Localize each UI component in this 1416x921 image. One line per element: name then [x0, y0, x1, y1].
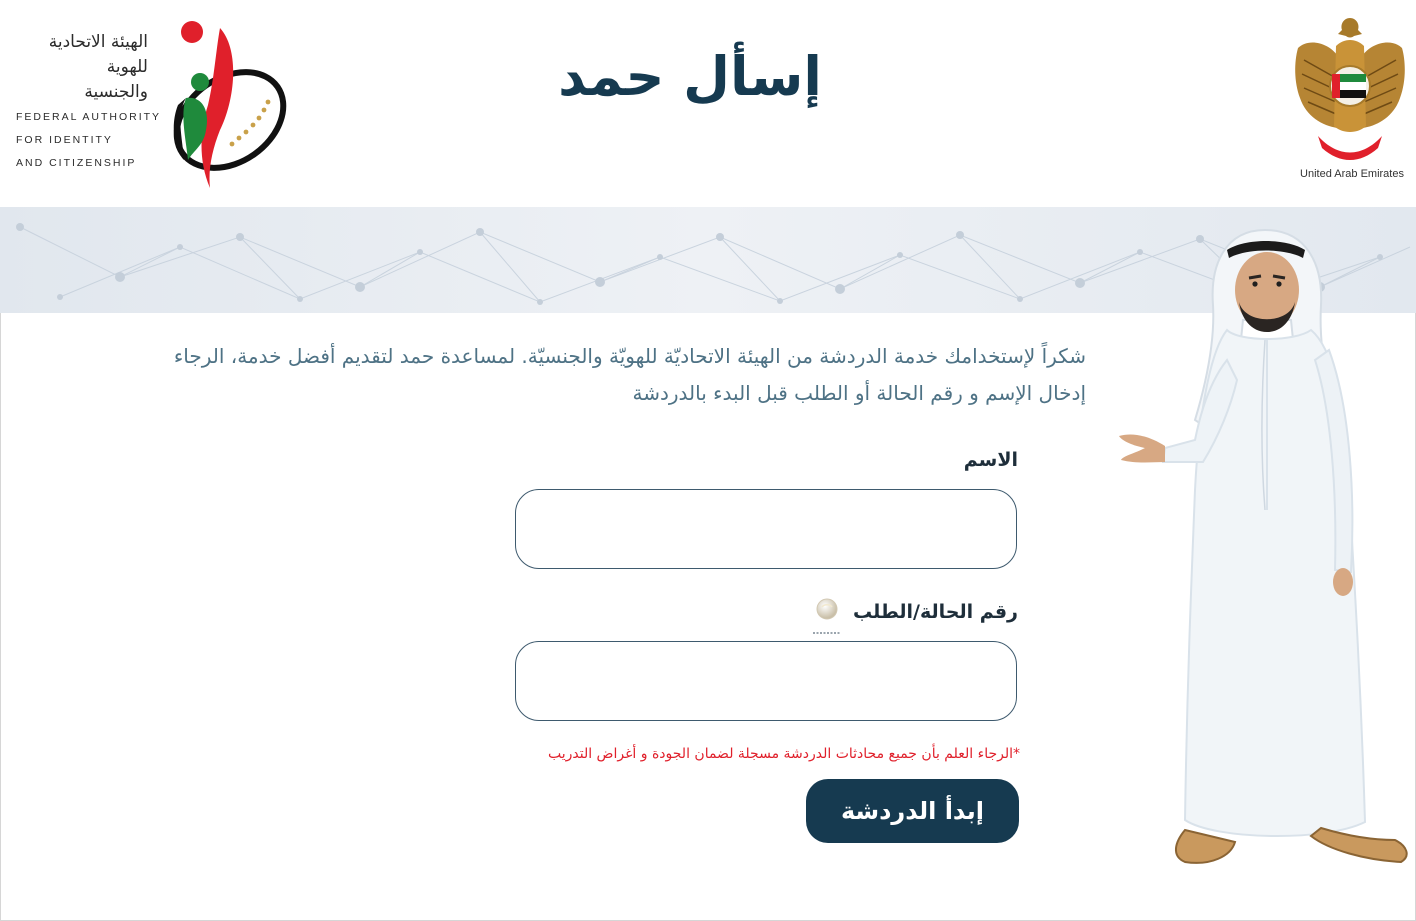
name-input[interactable] — [515, 489, 1017, 569]
authority-name-ar-3: والجنسية — [84, 82, 148, 102]
case-number-input[interactable] — [515, 641, 1017, 721]
start-chat-button[interactable]: إبدأ الدردشة — [806, 779, 1019, 843]
page-header — [0, 0, 1416, 207]
hamad-avatar-icon — [1115, 210, 1415, 875]
authority-name-en-1: FEDERAL AUTHORITY — [16, 111, 162, 123]
authority-name-en-3: AND CITIZENSHIP — [16, 157, 137, 169]
uae-eagle-emblem-icon — [1288, 8, 1412, 168]
authority-name — [16, 30, 162, 174]
page-title: إسأل حمد — [558, 45, 822, 108]
intro-message: شكراً لإستخدامك خدمة الدردشة من الهيئة الاتحاديّة للهويّة والجنسيّة. لمساعدة حمد لتقديم أفضل خدمة، الرجاء إدخال الإسم و رقم الحالة أو الطلب قبل البدء بالدردشة — [173, 344, 1086, 405]
authority-name-ar-1: الهيئة الاتحادية — [48, 32, 148, 52]
authority-name-ar-2: للهوية — [106, 57, 148, 77]
emblem-caption: United Arab Emirates — [1300, 168, 1404, 180]
info-icon[interactable] — [812, 598, 842, 638]
recording-disclaimer: *الرجاء العلم بأن جميع محادثات الدردشة مسجلة لضمان الجودة و أغراض التدريب — [547, 746, 1020, 762]
case-number-label: رقم الحالة/الطلب — [853, 601, 1018, 623]
federal-authority-logo-icon — [150, 10, 290, 190]
name-label: الاسم — [963, 449, 1018, 471]
authority-name-en-2: FOR IDENTITY — [16, 134, 113, 146]
